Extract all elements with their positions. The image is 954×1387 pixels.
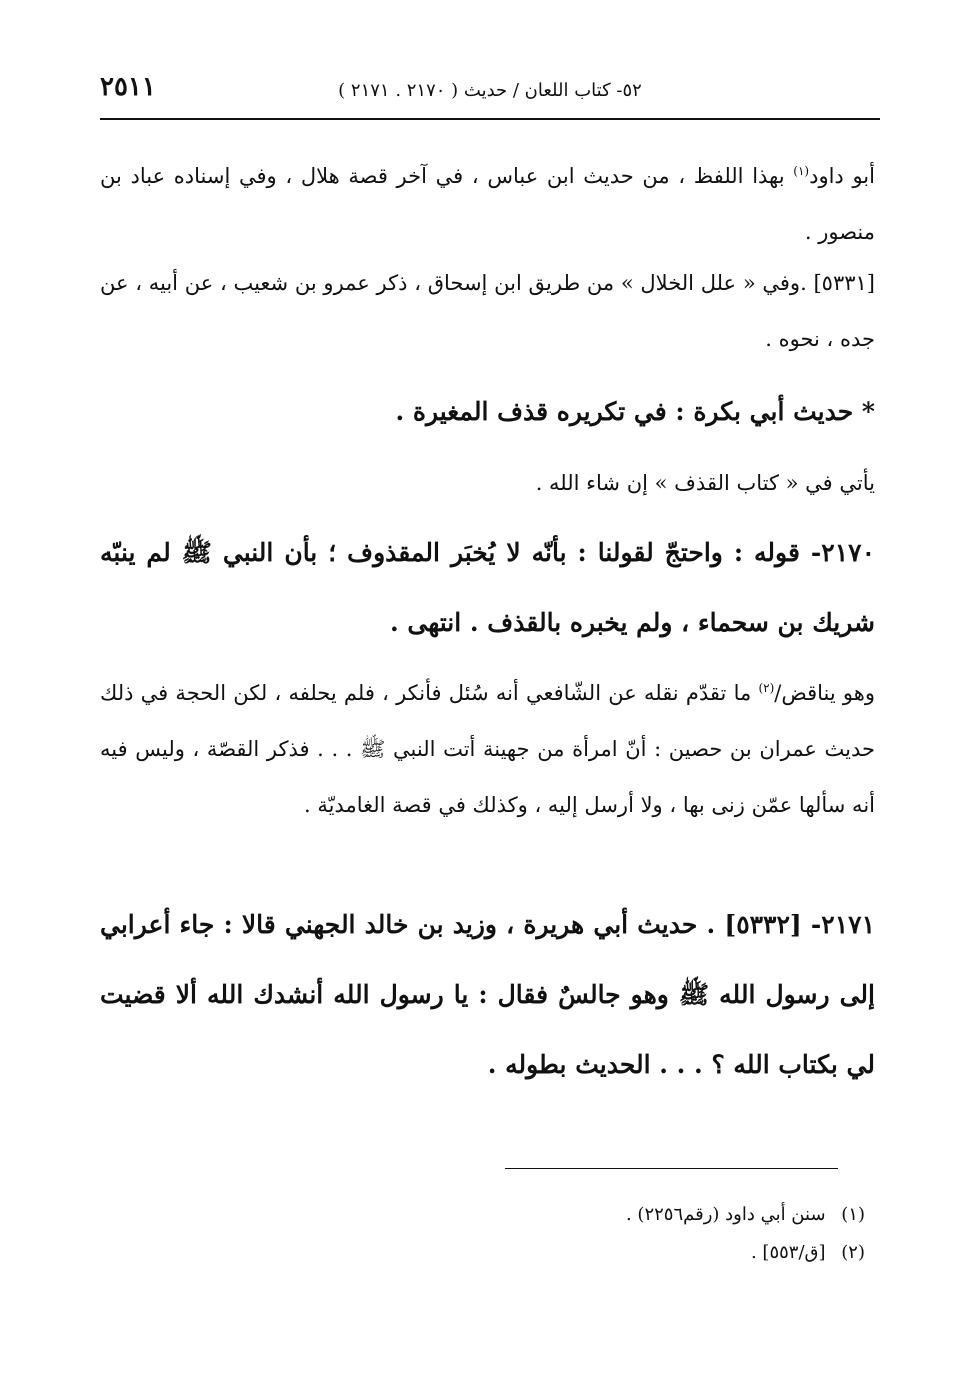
footnote-ref-2: (٢)	[758, 681, 775, 695]
page-number: ٢٥١١	[100, 72, 156, 102]
hadith-text: ٢١٧٠- قوله : واحتجّ لقولنا : بأنّه لا يُخبَر المقذوف ؛ بأن النبي ﷺ لم ينبّه شريك بن سحماء ، ولم يخبره بالقذف . انتهى .	[100, 538, 875, 637]
footnote-1	[100, 1196, 865, 1234]
page-header	[100, 72, 880, 112]
footnote-ref-1: (١)	[793, 164, 810, 178]
header-rule	[100, 118, 880, 120]
paragraph-5331	[100, 255, 875, 367]
text-span: بهذا اللفظ ، من حديث ابن عباس ، في آخر قصة هلال ، وفي إسناده عباد بن منصور .	[100, 164, 875, 244]
hadith-text: ٢١٧١- [٥٣٣٢] . حديث أبي هريرة ، وزيد بن خالد الجهني قالا : جاء أعرابي إلى رسول الله ﷺ وهو جالسٌ فقال : يا رسول الله أنشدك الله ألا قضيت لي بكتاب الله ؟ . . . الحديث بطوله .	[100, 910, 875, 1079]
text-span: أبو داود	[809, 164, 875, 188]
heading-text: * حديث أبي بكرة : في تكريره قذف المغيرة .	[395, 397, 875, 426]
footnote-rule	[505, 1168, 838, 1169]
paragraph-text: [٥٣٣١] .وفي « علل الخلال » من طريق ابن إسحاق ، ذكر عمرو بن شعيب ، عن أبيه ، عن جده ، نحوه .	[100, 271, 875, 351]
paragraph-ya-ti	[100, 455, 875, 511]
running-head: ٥٢- كتاب اللعان / حديث ( ٢١٧٠ . ٢١٧١ )	[338, 80, 642, 101]
text-span: وهو يناقض/	[774, 681, 876, 705]
paragraph-text: يأتي في « كتاب القذف » إن شاء الله .	[535, 471, 875, 495]
heading-abu-bakra	[100, 377, 875, 447]
text-span: ما تقدّم نقله عن الشّافعي أنه سُئل فأنكر ، فلم يحلفه ، لكن الحجة في ذلك حديث عمران بن حصين : أنّ امرأة من جهينة أتت النبي ﷺ . . . فذكر القصّة ، وليس فيه أنه سألها عمّن زنى بها ، ولا أرسل إليه ، وكذلك في قصة الغامديّة .	[100, 681, 875, 817]
paragraph-abu-dawud	[100, 143, 875, 260]
footnote-number: (١)	[841, 1204, 865, 1225]
footnote-2	[100, 1234, 865, 1272]
footnotes	[100, 1196, 865, 1272]
footnote-text: سنن أبي داود (رقم٢٢٥٦) .	[625, 1204, 826, 1225]
hadith-2171	[100, 890, 875, 1100]
footnote-number: (٢)	[841, 1242, 865, 1263]
hadith-2170	[100, 518, 875, 658]
footnote-text: [ق/٥٥٣] .	[750, 1242, 826, 1263]
paragraph-contradiction	[100, 660, 875, 833]
